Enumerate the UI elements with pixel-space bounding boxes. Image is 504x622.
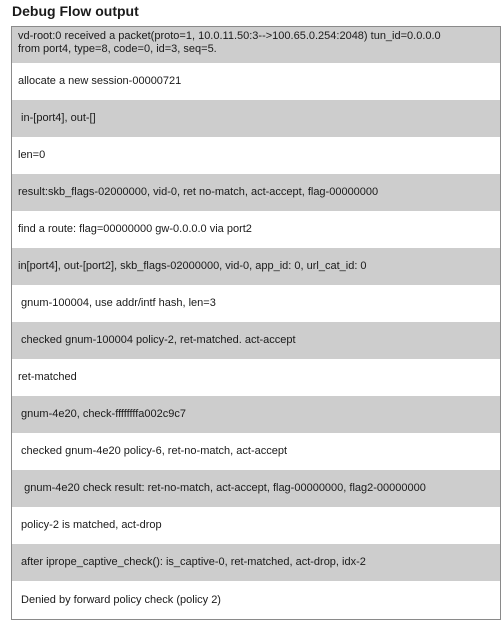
row-text: Denied by forward policy check (policy 2)	[18, 593, 221, 606]
page-title: Debug Flow output	[12, 3, 139, 19]
row-text: in[port4], out-[port2], skb_flags-02000000, vid-0, app_id: 0, url_cat_id: 0	[18, 260, 367, 272]
row-text: checked gnum-4e20 policy-6, ret-no-match, act-accept	[18, 445, 288, 457]
table-row	[12, 63, 500, 100]
table-row	[12, 470, 500, 507]
row-text: ret-matched	[18, 371, 77, 383]
table-row	[12, 581, 500, 619]
table-row	[12, 211, 500, 248]
table-row	[12, 507, 500, 544]
row-text: policy-2 is matched, act-drop	[18, 519, 162, 531]
row-text: result:skb_flags-02000000, vid-0, ret no-match, act-accept, flag-00000000	[18, 186, 379, 198]
debug-output-table	[11, 26, 501, 620]
row-text: checked gnum-100004 policy-2, ret-matched. act-accept	[18, 334, 296, 346]
table-row	[12, 433, 500, 470]
table-row	[12, 100, 500, 137]
row-text: in-[port4], out-[]	[18, 112, 96, 124]
row-text: len=0	[18, 149, 46, 161]
row-text: gnum-4e20, check-ffffffffa002c9c7	[18, 408, 186, 420]
row-text: gnum-4e20 check result: ret-no-match, act-accept, flag-00000000, flag2-00000000	[18, 482, 426, 494]
row-text: find a route: flag=00000000 gw-0.0.0.0 via port2	[18, 223, 252, 235]
table-row	[12, 359, 500, 396]
table-row	[12, 248, 500, 285]
table-row	[12, 396, 500, 433]
row-text: vd-root:0 received a packet(proto=1, 10.0.11.50:3-->100.65.0.254:2048) tun_id=0.0.0.0 from port4, type=8, code=0, id=3, seq=5.	[18, 30, 441, 55]
row-text: gnum-100004, use addr/intf hash, len=3	[18, 297, 216, 309]
table-row	[12, 174, 500, 211]
table-row	[12, 27, 500, 63]
table-row	[12, 544, 500, 581]
table-row	[12, 285, 500, 322]
table-row	[12, 137, 500, 174]
row-text: allocate a new session-00000721	[18, 75, 182, 87]
table-row	[12, 322, 500, 359]
row-text: after iprope_captive_check(): is_captive-0, ret-matched, act-drop, idx-2	[18, 556, 366, 568]
